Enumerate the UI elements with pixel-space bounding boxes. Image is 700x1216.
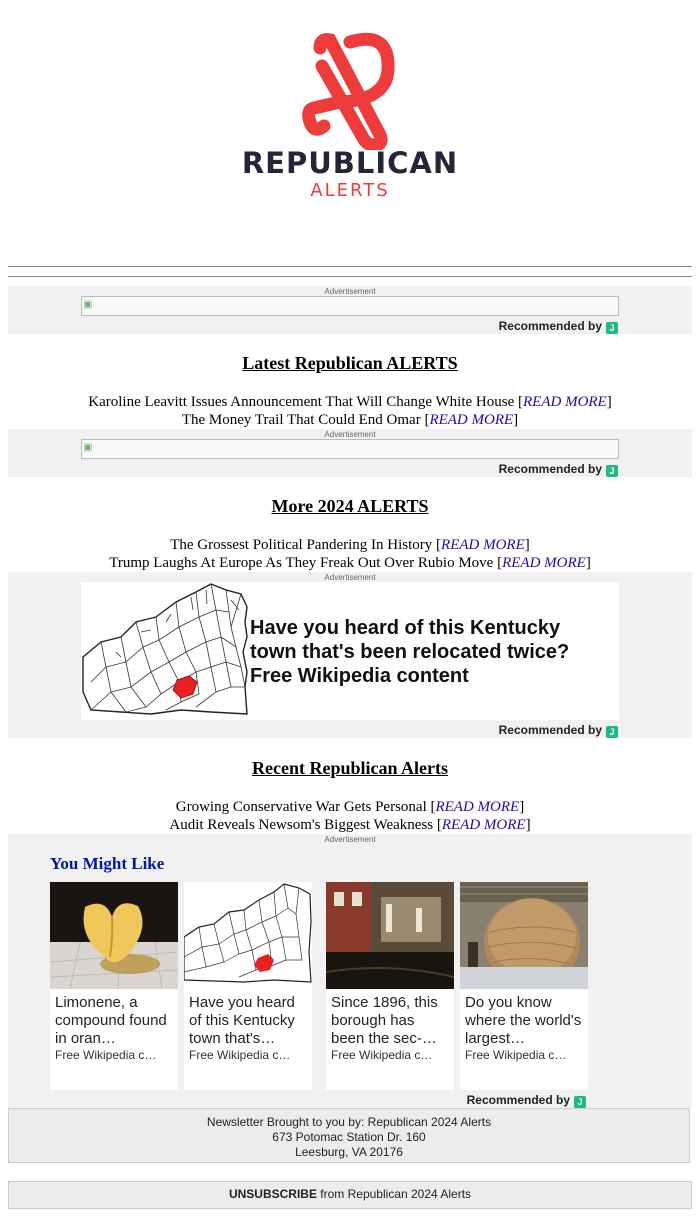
section-title: Latest Republican ALERTS [242, 353, 458, 373]
card-source: Free Wikipedia c… [465, 1048, 567, 1062]
read-more-link[interactable]: READ MORE [435, 799, 520, 815]
recommended-logo-icon: J [606, 726, 618, 738]
ad-label: Advertisement [324, 430, 376, 439]
article-item: The Money Trail That Could End Omar [READ MORE] [181, 412, 519, 428]
logo-mark-icon [300, 30, 400, 150]
you-might-like-title: You Might Like [50, 854, 165, 873]
article-item: Karoline Leavitt Issues Announcement That Will Change White House [READ MORE] [88, 394, 612, 410]
recommendation-card[interactable] [326, 882, 454, 1090]
footer-address: 673 Potomac Station Dr. 160 [272, 1130, 426, 1144]
kentucky-ad-text: Have you heard of this Kentucky town that's been relocated twice? Free Wikipedia content [250, 617, 570, 687]
card-image [50, 882, 178, 989]
recommended-by[interactable] [467, 1093, 586, 1108]
advertisement-block [8, 429, 692, 477]
read-more-link[interactable]: READ MORE [441, 537, 525, 553]
article-title[interactable]: Karoline Leavitt Issues Announcement That Will Change White House [88, 394, 515, 410]
card-title: Since 1896, this borough has been the sec-… [331, 994, 438, 1047]
recommended-by-label: Recommended by [498, 319, 602, 333]
read-more-link[interactable]: READ MORE [502, 555, 586, 571]
article-item: Growing Conservative War Gets Personal [READ MORE] [175, 799, 525, 815]
advertisement-block [8, 572, 692, 738]
unsubscribe-text: from Republican 2024 Alerts [316, 1187, 472, 1201]
ad-label: Advertisement [324, 573, 376, 582]
unsubscribe-bar[interactable] [8, 1181, 692, 1209]
divider [8, 266, 692, 267]
kentucky-map-image [81, 582, 249, 720]
ad-label: Advertisement [324, 835, 376, 844]
card-title: Limonene, a compound found in oran… [55, 994, 167, 1047]
article-title[interactable]: Audit Reveals Newsom's Biggest Weakness [169, 817, 434, 833]
card-source: Free Wikipedia c… [331, 1048, 433, 1062]
card-source: Free Wikipedia c… [189, 1048, 291, 1062]
recommended-by-label: Recommended by [498, 462, 602, 476]
recommendation-card[interactable] [460, 882, 588, 1090]
footer-line: Newsletter Brought to you by: Republican 2024 Alerts [206, 1115, 492, 1129]
unsubscribe-link[interactable]: UNSUBSCRIBE [228, 1187, 317, 1201]
section-title: Recent Republican Alerts [252, 758, 448, 778]
card-title: Do you know where the world's largest… [465, 994, 582, 1047]
card-image [326, 882, 454, 989]
broken-image-icon: ▣ [83, 299, 93, 310]
recommended-by-label: Recommended by [466, 1093, 570, 1107]
recommended-logo-icon: J [574, 1096, 586, 1108]
card-image [184, 882, 312, 989]
card-image [460, 882, 588, 989]
newsletter-footer [8, 1108, 690, 1163]
recommended-by[interactable] [499, 723, 618, 738]
recommended-logo-icon: J [606, 465, 618, 477]
article-title[interactable]: The Grossest Political Pandering In History [170, 537, 433, 553]
read-more-link[interactable]: READ MORE [429, 412, 514, 428]
article-item: Audit Reveals Newsom's Biggest Weakness [READ MORE] [169, 817, 531, 833]
ad-image[interactable] [81, 439, 619, 459]
recommended-logo-icon: J [606, 322, 618, 334]
kentucky-ad[interactable] [81, 582, 619, 720]
article-title[interactable]: The Money Trail That Could End Omar [181, 412, 421, 428]
recommendation-card[interactable] [184, 882, 312, 1090]
article-title[interactable]: Trump Laughs At Europe As They Freak Out Over Rubio Move [109, 555, 494, 571]
article-item: Trump Laughs At Europe As They Freak Out Over Rubio Move [READ MORE] [109, 555, 591, 571]
article-title[interactable]: Growing Conservative War Gets Personal [175, 799, 427, 815]
read-more-link[interactable]: READ MORE [523, 394, 607, 410]
logo[interactable] [0, 0, 700, 260]
ad-label: Advertisement [324, 287, 376, 296]
recommended-by-label: Recommended by [498, 723, 602, 737]
divider [8, 276, 692, 277]
recommended-by[interactable] [499, 319, 618, 334]
card-title: Have you heard of this Kentucky town that's… [189, 994, 295, 1047]
recommended-by[interactable] [499, 462, 618, 477]
broken-image-icon: ▣ [83, 442, 93, 453]
recommendation-card[interactable] [50, 882, 178, 1090]
you-might-like-block [8, 834, 692, 1108]
ad-image[interactable] [81, 296, 619, 316]
section-title: More 2024 ALERTS [271, 496, 429, 516]
read-more-link[interactable]: READ MORE [441, 817, 526, 833]
advertisement-block [8, 286, 692, 334]
article-item: The Grossest Political Pandering In History [READ MORE] [170, 537, 530, 553]
logo-subtitle: ALERTS [310, 180, 390, 201]
footer-city: Leesburg, VA 20176 [295, 1145, 403, 1159]
card-source: Free Wikipedia c… [55, 1048, 157, 1062]
logo-title: REPUBLICAN [241, 146, 459, 180]
